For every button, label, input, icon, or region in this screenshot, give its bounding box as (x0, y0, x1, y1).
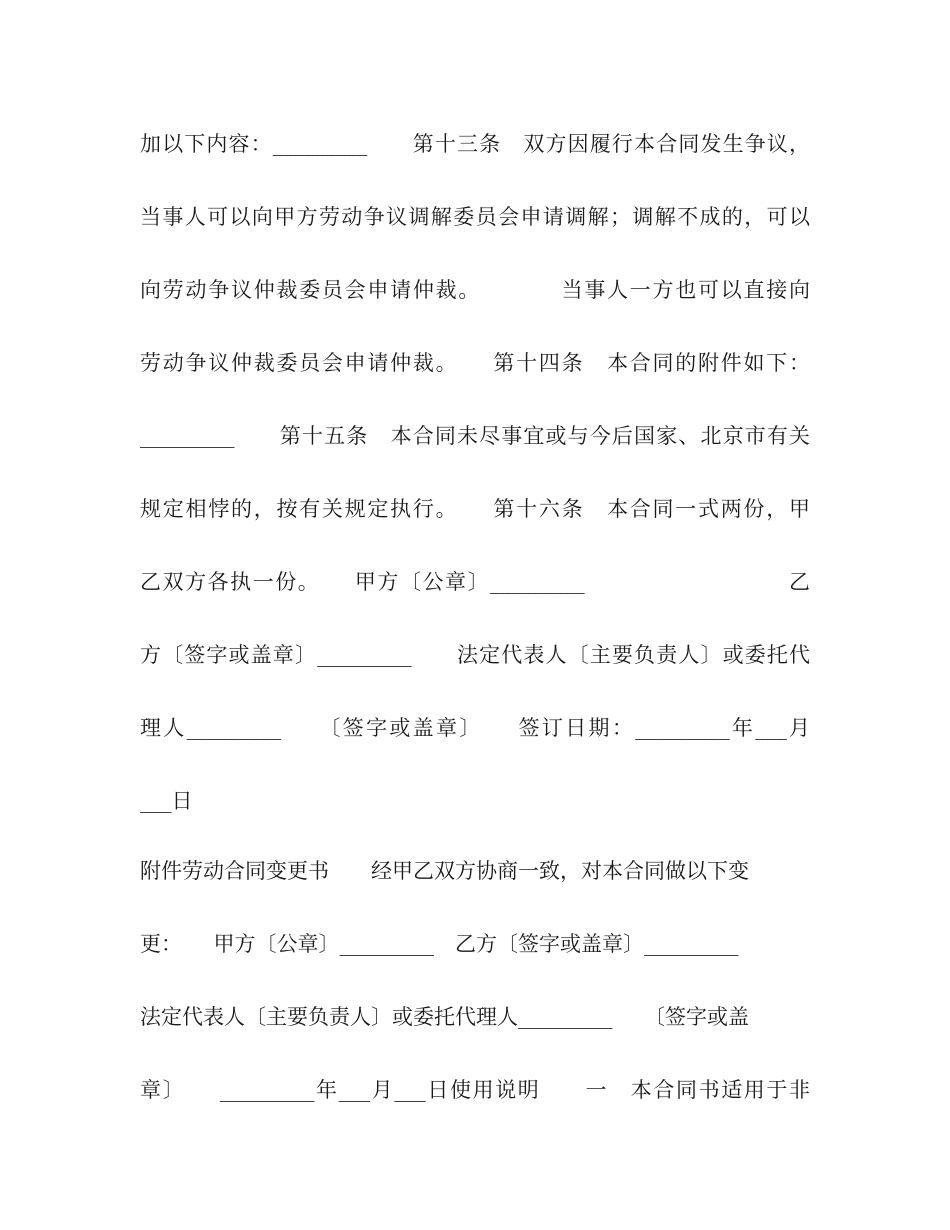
text-line: 乙双方各执一份。 甲方〔公章〕_________ 乙 (140, 570, 810, 594)
text-line: 劳动争议仲裁委员会申请仲裁。 第十四条 本合同的附件如下： (140, 351, 810, 375)
text-line: _________ 第十五条 本合同未尽事宜或与今后国家、北京市有关 (140, 424, 810, 448)
text-line: 加以下内容：_________ 第十三条 双方因履行本合同发生争议， (140, 132, 810, 156)
text-line: 理人_________ 〔签字或盖章〕 签订日期：_________年___月 (140, 716, 810, 740)
text-line: 规定相悖的，按有关规定执行。 第十六条 本合同一式两份，甲 (140, 497, 810, 521)
text-line: 向劳动争议仲裁委员会申请仲裁。 当事人一方也可以直接向 (140, 278, 810, 302)
text-line: 方〔签字或盖章〕_________ 法定代表人〔主要负责人〕或委托代 (140, 643, 810, 667)
text-line: 当事人可以向甲方劳动争议调解委员会申请调解；调解不成的，可以 (140, 205, 810, 229)
text-line: 法定代表人〔主要负责人〕或委托代理人_________ 〔签字或盖 (140, 1005, 749, 1029)
text-line: 附件劳动合同变更书 经甲乙双方协商一致，对本合同做以下变 (140, 859, 749, 883)
text-line: 章〕 _________年___月___日使用说明 一 本合同书适用于非 (140, 1078, 810, 1102)
text-line: 更： 甲方〔公章〕_________ 乙方〔签字或盖章〕_________ (140, 932, 739, 956)
text-line: ___日 (140, 789, 193, 813)
